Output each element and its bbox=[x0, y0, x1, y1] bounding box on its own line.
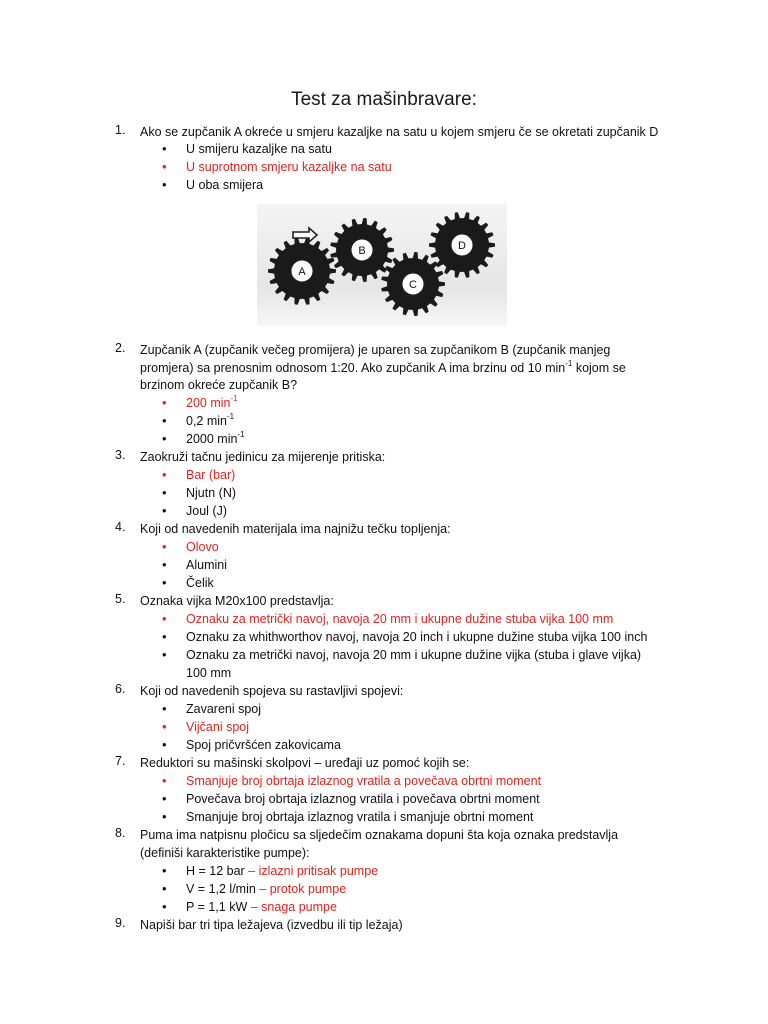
answer-option bbox=[0, 430, 768, 448]
option-text: Joul (J) bbox=[186, 504, 227, 518]
option-text: U suprotnom smjeru kazaljke na satu bbox=[186, 160, 392, 174]
superscript: -1 bbox=[237, 429, 245, 439]
answer-option bbox=[0, 700, 768, 718]
answer-option-continuation bbox=[0, 664, 768, 682]
question-number: 7. bbox=[115, 754, 126, 768]
question-text: Reduktori su mašinski skolpovi – uređaji uz pomoć kojih se: bbox=[140, 756, 470, 770]
bullet-icon: • bbox=[162, 467, 167, 482]
bullet-icon: • bbox=[162, 575, 167, 590]
answer-option-correct bbox=[0, 466, 768, 484]
gear-label: C bbox=[409, 279, 417, 291]
answer-option bbox=[0, 736, 768, 754]
answer-option-correct bbox=[0, 394, 768, 412]
bullet-icon: • bbox=[162, 629, 167, 644]
answer-option-correct bbox=[0, 718, 768, 736]
answer-option bbox=[0, 808, 768, 826]
answer-option bbox=[0, 628, 768, 646]
answer-option bbox=[0, 412, 768, 430]
question-number: 8. bbox=[115, 826, 126, 840]
option-answer: – izlazni pritisak pumpe bbox=[244, 864, 379, 878]
option-text: Zavareni spoj bbox=[186, 702, 262, 716]
bullet-icon: • bbox=[162, 647, 167, 662]
option-answer: – protok pumpe bbox=[255, 882, 347, 896]
bullet-icon: • bbox=[162, 773, 167, 788]
option-text: Smanjuje broj obrtaja izlaznog vratila a povečava obrtni moment bbox=[186, 774, 542, 788]
bullet-icon: • bbox=[162, 611, 167, 626]
question-number: 2. bbox=[115, 341, 126, 355]
question-text-line-3: brzinom okreće zupčanik B? bbox=[140, 378, 298, 392]
option-text: P = 1,1 kW bbox=[186, 900, 248, 914]
option-text: Alumini bbox=[186, 558, 227, 572]
question-text-line-2: promjera) sa prenosnim odnosom 1:20. Ako zupčanik A ima brzinu od 10 min bbox=[140, 361, 566, 375]
question-number: 3. bbox=[115, 448, 126, 462]
bullet-icon: • bbox=[162, 539, 167, 554]
question-number: 4. bbox=[115, 520, 126, 534]
question-text: Ako se zupčanik A okreće u smjeru kazaljke na satu u kojem smjeru če se okretati zupčanik D bbox=[140, 125, 659, 139]
option-text: V = 1,2 l/min bbox=[186, 882, 256, 896]
question-text-line-1: Zupčanik A (zupčanik večeg promijera) je uparen sa zupčanikom B (zupčanik manjeg bbox=[140, 343, 611, 357]
answer-option bbox=[0, 898, 768, 916]
gear-label: D bbox=[458, 240, 466, 252]
question-text: Koji od navedenih materijala ima najnižu tečku topljenja: bbox=[140, 522, 451, 536]
superscript: -1 bbox=[230, 393, 238, 403]
answer-option bbox=[0, 646, 768, 664]
option-text: U smijeru kazaljke na satu bbox=[186, 142, 332, 156]
answer-option bbox=[0, 862, 768, 880]
bullet-icon: • bbox=[162, 863, 167, 878]
option-text: Oznaku za metrički navoj, navoja 20 mm i ukupne dužine vijka (stuba i glave vijka) bbox=[186, 648, 642, 662]
question-number: 9. bbox=[115, 916, 126, 930]
option-text: 100 mm bbox=[186, 666, 232, 680]
gears-figure bbox=[257, 204, 507, 326]
question-text: Koji od navedenih spojeva su rastavljivi spojevi: bbox=[140, 684, 404, 698]
question-number: 1. bbox=[115, 123, 126, 137]
option-text: Oznaku za metrički navoj, navoja 20 mm i ukupne dužine stuba vijka 100 mm bbox=[186, 612, 614, 626]
answer-option-correct bbox=[0, 772, 768, 790]
answer-option-correct bbox=[0, 158, 768, 176]
gear-label: B bbox=[358, 245, 366, 257]
option-text: Njutn (N) bbox=[186, 486, 237, 500]
question-number: 6. bbox=[115, 682, 126, 696]
question-text: Napiši bar tri tipa ležajeva (izvedbu ili tip ležaja) bbox=[140, 918, 403, 932]
bullet-icon: • bbox=[162, 431, 167, 446]
option-text: Čelik bbox=[186, 576, 214, 590]
option-text: Spoj pričvršćen zakovicama bbox=[186, 738, 341, 752]
bullet-icon: • bbox=[162, 503, 167, 518]
answer-option-correct bbox=[0, 538, 768, 556]
page-title: Test za mašinbravare: bbox=[291, 89, 477, 110]
bullet-icon: • bbox=[162, 881, 167, 896]
option-text: Oznaku za whithworthov navoj, navoja 20 inch i ukupne dužine stuba vijka 100 inch bbox=[186, 630, 648, 644]
question-text-line-2-tail: kojom se bbox=[572, 361, 626, 375]
option-text: H = 12 bar bbox=[186, 864, 245, 878]
question-text: Oznaka vijka M20x100 predstavlja: bbox=[140, 594, 334, 608]
option-text: 0,2 min bbox=[186, 414, 227, 428]
answer-option bbox=[0, 880, 768, 898]
answer-option bbox=[0, 556, 768, 574]
option-text: Olovo bbox=[186, 540, 219, 554]
question-text-line-2: (definiši karakteristike pumpe): bbox=[140, 846, 310, 860]
option-text: Smanjuje broj obrtaja izlaznog vratila i smanjuje obrtni moment bbox=[186, 810, 534, 824]
superscript: -1 bbox=[227, 411, 235, 421]
question-text-line-1: Puma ima natpisnu pločicu sa sljedečim oznakama dopuni šta koja oznaka predstavlja bbox=[140, 828, 619, 842]
superscript: -1 bbox=[565, 358, 573, 368]
bullet-icon: • bbox=[162, 395, 167, 410]
option-text: U oba smijera bbox=[186, 178, 264, 192]
bullet-icon: • bbox=[162, 413, 167, 428]
answer-option bbox=[0, 790, 768, 808]
bullet-icon: • bbox=[162, 557, 167, 572]
option-text: Bar (bar) bbox=[186, 468, 236, 482]
option-text: Vijčani spoj bbox=[186, 720, 250, 734]
bullet-icon: • bbox=[162, 737, 167, 752]
option-text: 200 min bbox=[186, 396, 231, 410]
bullet-icon: • bbox=[162, 719, 167, 734]
option-text: 2000 min bbox=[186, 432, 238, 446]
bullet-icon: • bbox=[162, 809, 167, 824]
bullet-icon: • bbox=[162, 791, 167, 806]
question-text: Zaokruži tačnu jedinicu za mijerenje pritiska: bbox=[140, 450, 386, 464]
answer-option bbox=[0, 176, 768, 194]
bullet-icon: • bbox=[162, 177, 167, 192]
bullet-icon: • bbox=[162, 141, 167, 156]
option-text: Povečava broj obrtaja izlaznog vratila i povečava obrtni moment bbox=[186, 792, 540, 806]
answer-option bbox=[0, 484, 768, 502]
bullet-icon: • bbox=[162, 485, 167, 500]
answer-option-correct bbox=[0, 610, 768, 628]
answer-option bbox=[0, 574, 768, 592]
bullet-icon: • bbox=[162, 159, 167, 174]
answer-option bbox=[0, 502, 768, 520]
answer-option bbox=[0, 140, 768, 158]
bullet-icon: • bbox=[162, 701, 167, 716]
bullet-icon: • bbox=[162, 899, 167, 914]
gear-label: A bbox=[298, 266, 306, 278]
option-answer: – snaga pumpe bbox=[247, 900, 337, 914]
question-number: 5. bbox=[115, 592, 126, 606]
